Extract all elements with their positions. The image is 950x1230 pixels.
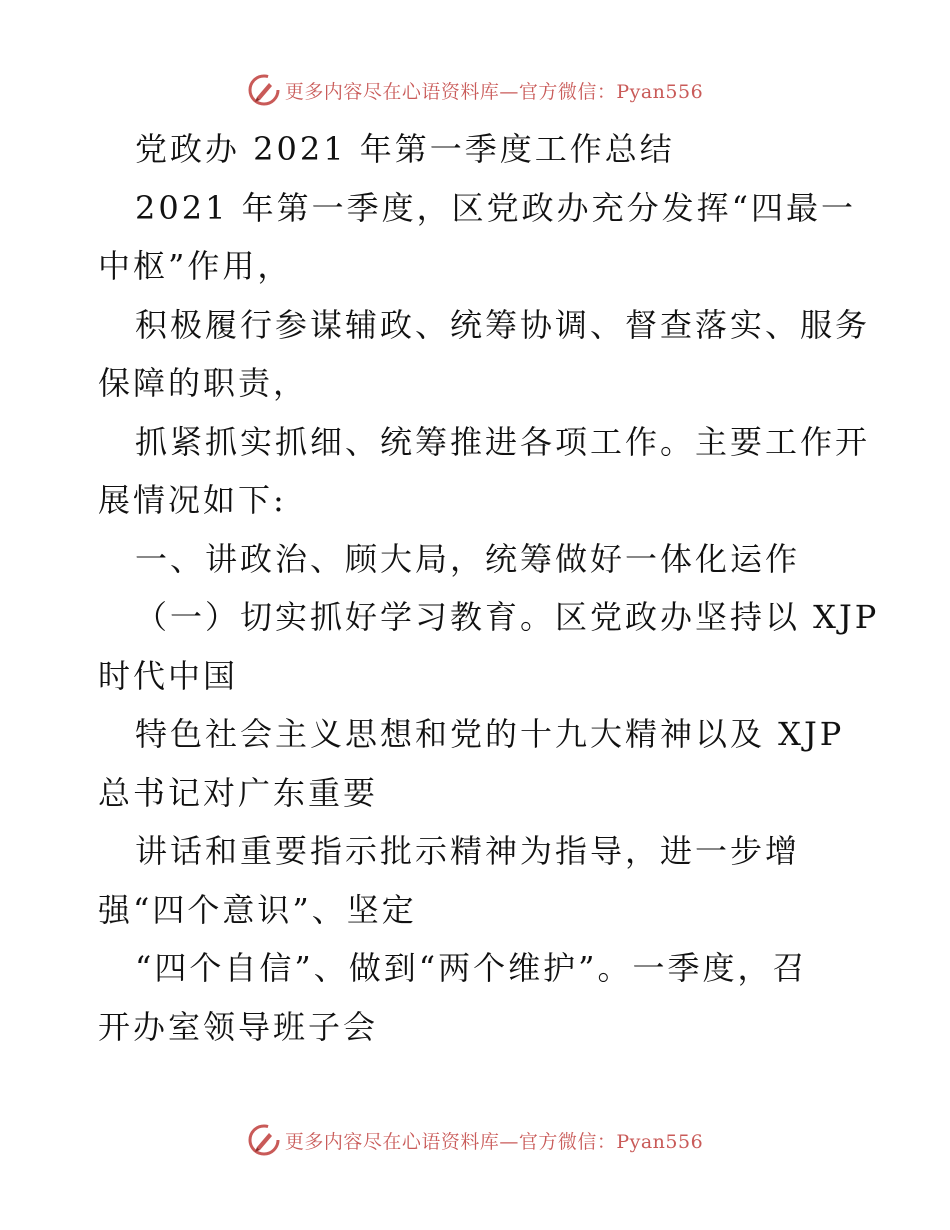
section-heading: 一、讲政治、顾大局，统筹做好一体化运作 [135, 539, 801, 578]
paragraph-line: 2021 年第一季度，区党政办充分发挥“四最一 [135, 188, 856, 227]
paragraph-line: “四个自信”、做到“两个维护”。一季度，召 [135, 949, 808, 987]
paragraph-line: 讲话和重要指示批示精神为指导，进一步增 [135, 832, 801, 870]
pen-logo-icon [247, 1123, 281, 1157]
watermark-header [0, 70, 950, 110]
watermark-text: 更多内容尽在心语资料库—官方微信：Pyan556 [284, 1130, 704, 1153]
paragraph-line: （一）切实抓好学习教育。区党政办坚持以 XJP [135, 598, 880, 636]
paragraph-line: 保障的职责， [98, 364, 309, 402]
paragraph-line: 开办室领导班子会 [98, 1007, 379, 1046]
document-body [98, 120, 880, 1056]
pen-logo-icon [247, 73, 281, 107]
paragraph-line: 积极履行参谋辅政、统筹协调、督查落实、服务 [135, 305, 871, 344]
paragraph-line: 特色社会主义思想和党的十九大精神以及 XJP [135, 715, 845, 753]
paragraph-line: 时代中国 [98, 656, 239, 695]
paragraph-line: 中枢”作用， [98, 247, 293, 285]
paragraph-line: 抓紧抓实抓细、统筹推进各项工作。主要工作开 [135, 422, 871, 461]
watermark-footer [0, 1120, 950, 1160]
paragraph-line: 展情况如下: [98, 481, 287, 519]
watermark-text: 更多内容尽在心语资料库—官方微信：Pyan556 [284, 80, 704, 103]
document-title: 党政办 2021 年第一季度工作总结 [135, 130, 675, 168]
paragraph-line: 强“四个意识”、坚定 [98, 890, 417, 929]
paragraph-line: 总书记对广东重要 [98, 773, 379, 812]
